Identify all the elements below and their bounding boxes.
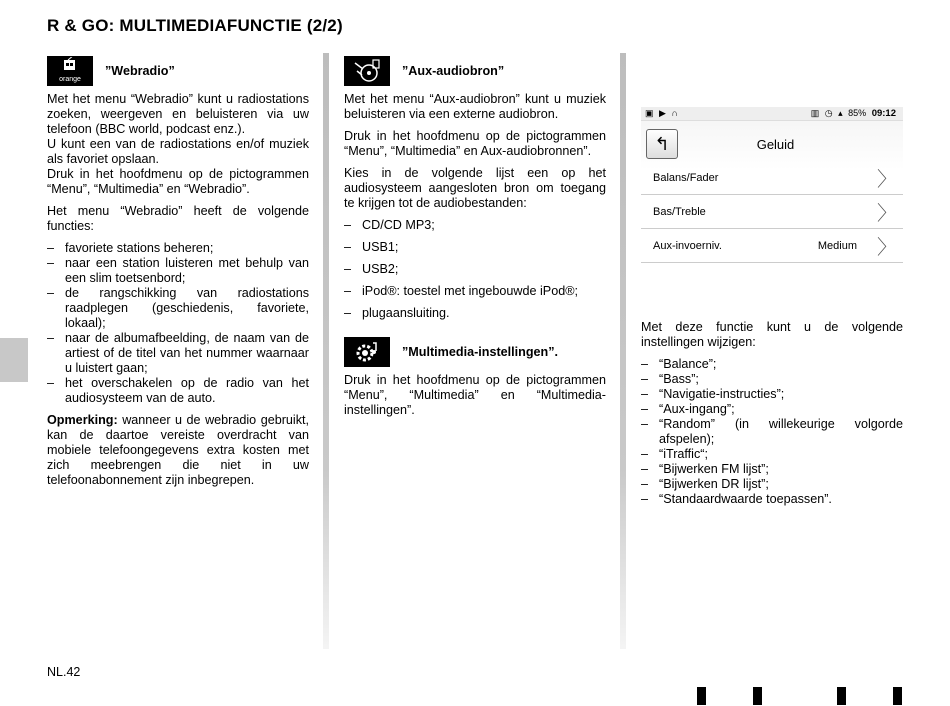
webradio-note xyxy=(47,413,309,488)
chevron-right-icon: 〉 xyxy=(877,237,897,259)
list-item: – “Balance”; xyxy=(641,357,903,372)
list-item: – het overschakelen op de radio van het audiosysteem van de auto. xyxy=(47,376,309,406)
list-item: – favoriete stations beheren; xyxy=(47,241,309,256)
chevron-right-icon: 〉 xyxy=(877,169,897,191)
aux-source-list xyxy=(344,218,606,321)
list-item: – USB2; xyxy=(344,262,606,277)
play-icon: ▶ xyxy=(659,108,666,118)
phone-icon: ▥ xyxy=(810,108,820,118)
note-label: Opmerking: xyxy=(47,413,118,427)
list-item: – CD/CD MP3; xyxy=(344,218,606,233)
image-icon: ▣ xyxy=(645,108,654,118)
settings-intro: Met deze functie kunt u de volgende instellingen wijzigen: xyxy=(641,320,903,349)
webradio-function-list xyxy=(47,241,309,406)
menu-row-balance-fader[interactable] xyxy=(641,161,903,195)
settings-list xyxy=(641,357,903,507)
list-item: – “Standaardwaarde toepassen”. xyxy=(641,492,903,507)
aux-paragraph-3: Kies in de volgende lijst een op het audiosysteem aangesloten bron om toegang te krijgen tot de audiobestanden: xyxy=(344,166,606,210)
print-mark xyxy=(753,687,762,705)
aux-audio-icon xyxy=(344,56,390,86)
clock: 09:12 xyxy=(871,108,896,119)
list-item: – iPod®: toestel met ingebouwde iPod®; xyxy=(344,284,606,299)
menu-row-label: Bas/Treble xyxy=(653,205,706,218)
list-item: – USB1; xyxy=(344,240,606,255)
menu-row-label: Balans/Fader xyxy=(653,171,719,184)
page-title: R & GO: MULTIMEDIAFUNCTIE (2/2) xyxy=(47,16,343,35)
webradio-icon-label: orange xyxy=(59,76,81,83)
signal-icon: ▴ xyxy=(838,108,843,118)
list-item: – “Aux-ingang”; xyxy=(641,402,903,417)
aux-paragraph-1: Met het menu “Aux-audiobron” kunt u muziek beluisteren via een externe audiobron. xyxy=(344,92,606,121)
aux-heading: ”Aux-audiobron” xyxy=(402,63,505,78)
battery-level: 85% xyxy=(848,108,867,118)
column-divider-1 xyxy=(323,53,329,649)
webradio-heading: ”Webradio” xyxy=(105,63,175,78)
list-item: – naar een station luisteren met behulp van een slim toetsenbord; xyxy=(47,256,309,286)
webradio-paragraph-2: U kunt een van de radiostations en/of muziek als favoriet opslaan. xyxy=(47,137,309,166)
webradio-paragraph-3: Druk in het hoofdmenu op de pictogrammen “Menu”, “Multimedia” en “Webradio”. xyxy=(47,167,309,196)
webradio-icon xyxy=(47,56,93,86)
column-aux xyxy=(344,56,606,425)
menu-row-bass-treble[interactable] xyxy=(641,195,903,229)
print-mark xyxy=(837,687,846,705)
note-text: wanneer u de webradio gebruikt, kan de daartoe vereiste overdracht van mobiele telefoongegevens extra kosten met zich meebrengen die niet in uw telefoonabonnement zijn inbegrepen. xyxy=(47,413,309,487)
list-item: – “Bijwerken FM lijst”; xyxy=(641,462,903,477)
headphones-icon: ∩ xyxy=(671,108,678,118)
status-bar xyxy=(641,107,903,121)
multimedia-settings-heading: ”Multimedia-instellingen”. xyxy=(402,344,559,359)
screen-title: Geluid xyxy=(756,136,795,152)
list-item: – plugaansluiting. xyxy=(344,306,606,321)
settings-gear-icon xyxy=(344,337,390,367)
print-mark xyxy=(893,687,902,705)
chevron-right-icon: 〉 xyxy=(877,203,897,225)
list-item: – “Random” (in willekeurige volgorde afspelen); xyxy=(641,417,903,447)
column-webradio xyxy=(47,56,309,495)
alarm-icon: ◷ xyxy=(824,108,833,118)
webradio-paragraph-1: Met het menu “Webradio” kunt u radiostations zoeken, weergeven en beluisteren via uw telefoon (BBC world, podcast enz.). xyxy=(47,92,309,136)
settings-paragraph: Druk in het hoofdmenu op de pictogrammen “Menu”, “Multimedia” en “Multimedia-instellingen”. xyxy=(344,373,606,417)
page-number: NL.42 xyxy=(47,665,81,679)
list-item: – de rangschikking van radiostations raadplegen (geschiedenis, favoriete, lokaal); xyxy=(47,286,309,331)
list-item: – “Bass”; xyxy=(641,372,903,387)
back-button[interactable] xyxy=(646,129,678,159)
list-item: – naar de albumafbeelding, de naam van de artiest of de titel van het nummer waarnaar u luistert gaan; xyxy=(47,331,309,376)
webradio-paragraph-4: Het menu “Webradio” heeft de volgende functies: xyxy=(47,204,309,233)
list-item: – “Bijwerken DR lijst”; xyxy=(641,477,903,492)
menu-row-value: Medium xyxy=(817,239,857,252)
section-tab xyxy=(0,338,28,382)
back-arrow-icon: ↰ xyxy=(654,133,670,154)
aux-paragraph-2: Druk in het hoofdmenu op de pictogrammen “Menu”, “Multimedia” en Aux-audiobronnen”. xyxy=(344,129,606,158)
column-divider-2 xyxy=(620,53,626,649)
list-item: – “iTraffic“; xyxy=(641,447,903,462)
print-mark xyxy=(697,687,706,705)
column-settings xyxy=(641,320,903,514)
list-item: – “Navigatie-instructies”; xyxy=(641,387,903,402)
menu-row-aux-input-level[interactable] xyxy=(641,229,903,263)
sound-settings-screen xyxy=(641,107,903,265)
menu-row-label: Aux-invoerniv. xyxy=(653,239,722,252)
